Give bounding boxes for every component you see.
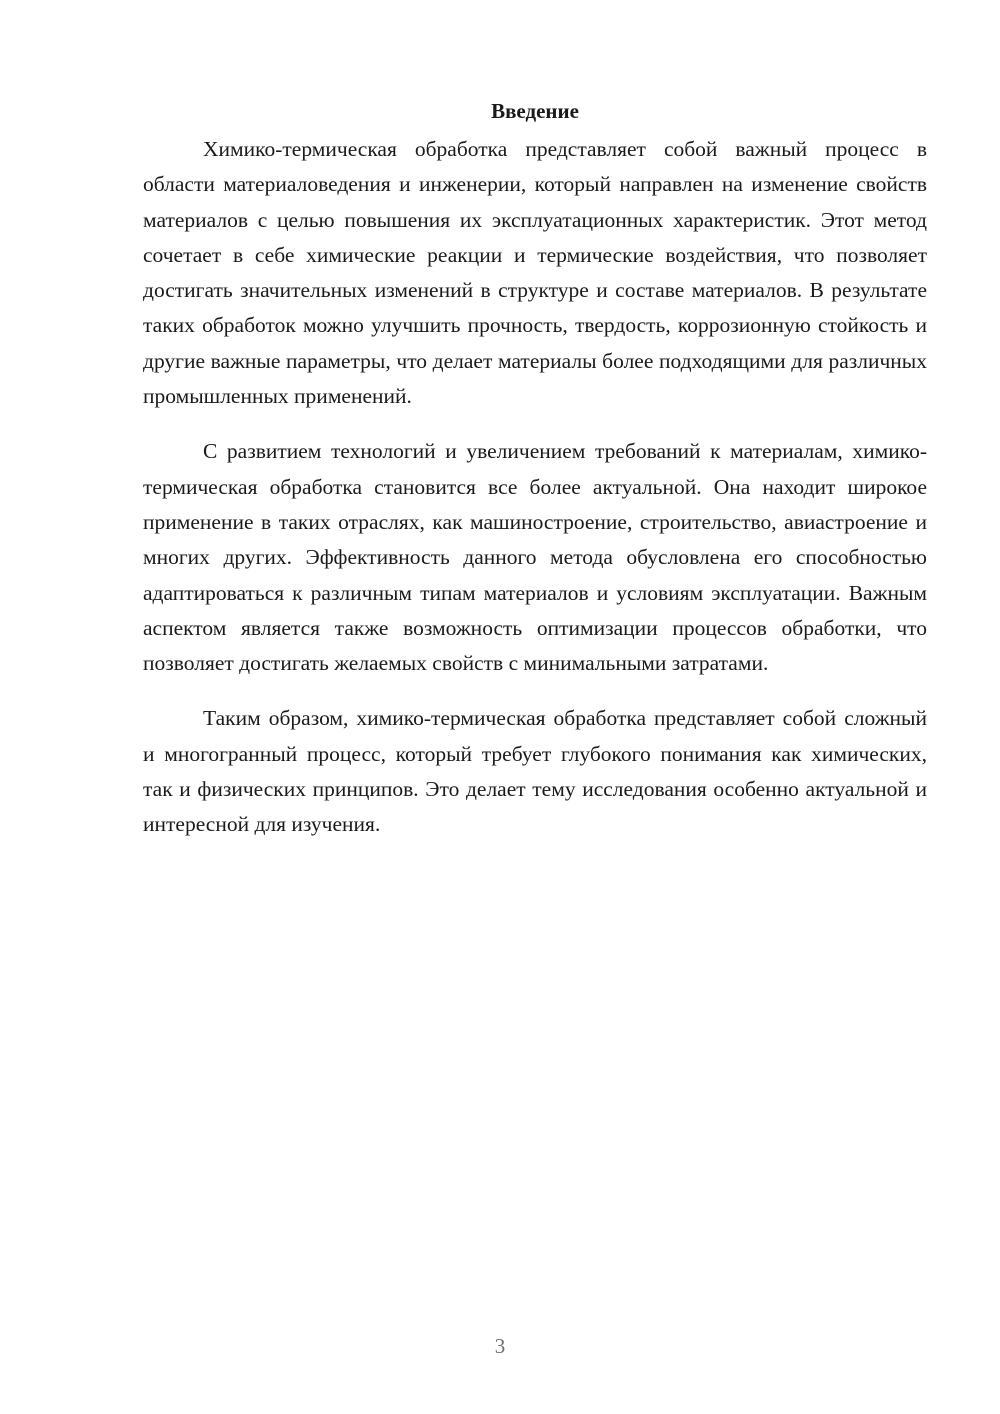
paragraph: Химико-термическая обработка представляет собой важный процесс в области материаловедения и инженерии, который направлен на изменение свойств материалов с целью повышения их эксплуатационных характеристик. Этот метод сочетает в себе химические реакции и термические воздействия, что позволяет достигать значительных изменений в структуре и составе материалов. В результате таких обработок можно улучшить прочность, твердость, коррозионную стойкость и другие важные параметры, что делает материалы более подходящими для различных промышленных применений.: [143, 137, 927, 409]
paragraph: Таким образом, химико-термическая обработка представляет собой сложный и многогранный процесс, который требует глубокого понимания как химических, так и физических принципов. Это делает тему исследования особенно актуальной и интересной для изучения.: [143, 706, 927, 837]
document-body: [143, 96, 927, 863]
paragraph: С развитием технологий и увеличением требований к материалам, химико-термическая обработка становится все более актуальной. Она находит широкое применение в таких отраслях, как машиностроение, строительство, авиастроение и многих других. Эффективность данного метода обусловлена его способностью адаптироваться к различным типам материалов и условиям эксплуатации. Важным аспектом является также возможность оптимизации процессов обработки, что позволяет достигать желаемых свойств с минимальными затратами.: [143, 439, 927, 676]
page-number: 3: [494, 1334, 506, 1358]
section-title: Введение: [491, 99, 579, 123]
